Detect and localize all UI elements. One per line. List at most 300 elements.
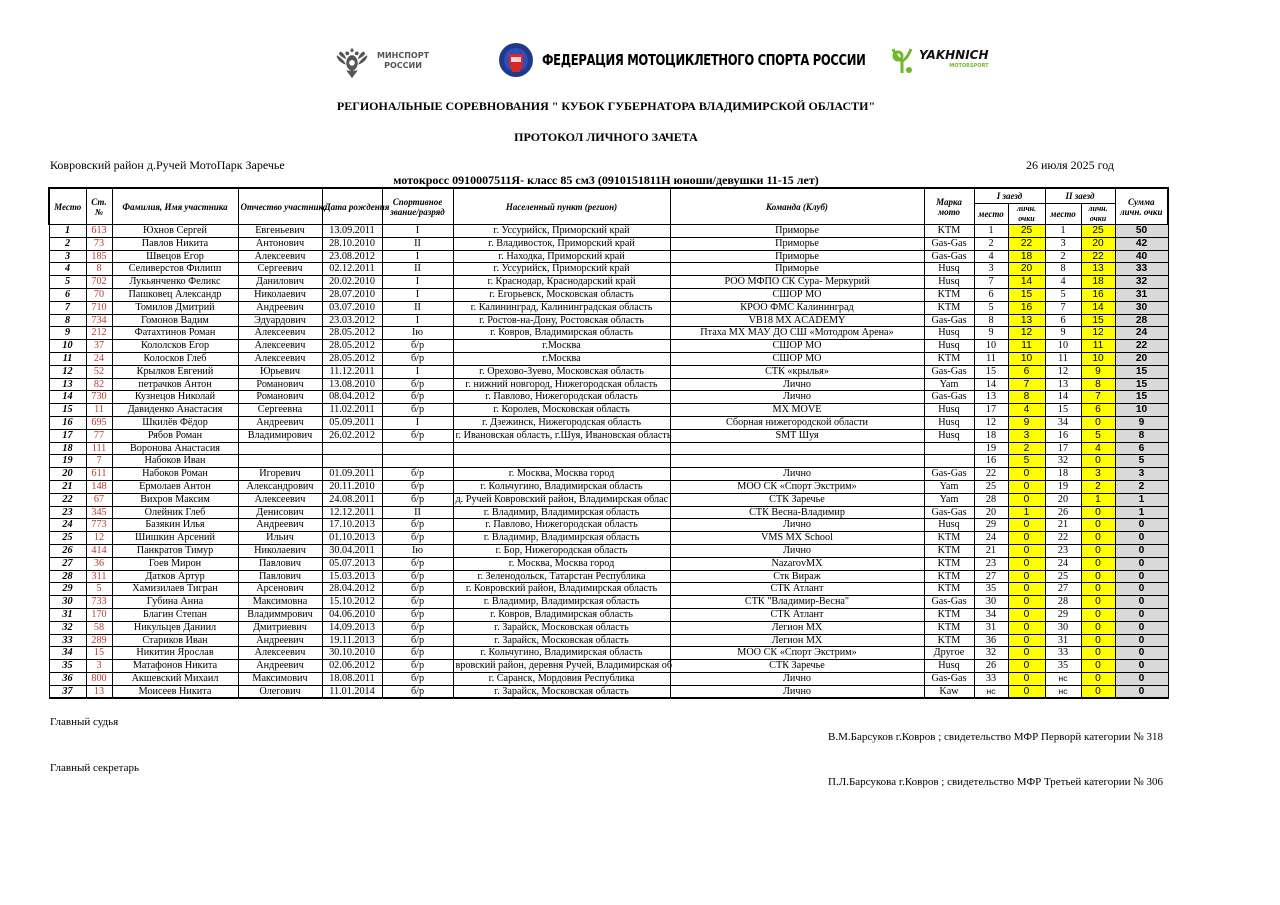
cell-birth: 30.10.2010 — [322, 647, 382, 660]
cell-race1-points: 0 — [1008, 660, 1045, 673]
cell-race2-place: 3 — [1045, 237, 1081, 250]
cell-patronymic: Андреевич — [238, 519, 322, 532]
cell-place: 20 — [49, 468, 86, 481]
cell-rank: Iю — [382, 544, 453, 557]
cell-race2-place: 27 — [1045, 583, 1081, 596]
cell-race2-points: 0 — [1081, 634, 1115, 647]
judge-label: Главный судья — [50, 716, 119, 728]
cell-race1-place: 2 — [974, 237, 1008, 250]
cell-team: VMS MX School — [670, 532, 924, 545]
cell-moto: Husq — [924, 519, 974, 532]
cell-place: 12 — [49, 365, 86, 378]
cell-birth: 26.02.2012 — [322, 429, 382, 442]
table-row — [49, 314, 1168, 327]
cell-place: 17 — [49, 429, 86, 442]
results-table — [48, 187, 1169, 699]
cell-patronymic: Андреевич — [238, 301, 322, 314]
cell-race2-points: 2 — [1081, 480, 1115, 493]
cell-place: 2 — [49, 237, 86, 250]
cell-rank: I — [382, 365, 453, 378]
cell-place: 33 — [49, 634, 86, 647]
table-row — [49, 455, 1168, 468]
cell-race1-place: 36 — [974, 634, 1008, 647]
cell-name: Олейник Глеб — [112, 506, 238, 519]
cell-race1-place: 26 — [974, 660, 1008, 673]
cell-race2-place: 26 — [1045, 506, 1081, 519]
cell-patronymic: Арсенович — [238, 583, 322, 596]
yakhnich-logo-icon — [889, 46, 915, 76]
cell-place: 13 — [49, 378, 86, 391]
table-row — [49, 340, 1168, 353]
table-row — [49, 468, 1168, 481]
cell-place: 18 — [49, 442, 86, 455]
cell-rank: II — [382, 506, 453, 519]
table-row — [49, 557, 1168, 570]
cell-city: вровский район, деревня Ручей, Владимирская об — [453, 660, 670, 673]
cell-city: г. Краснодар, Краснодарский край — [453, 276, 670, 289]
cell-place: 26 — [49, 544, 86, 557]
cell-place: 24 — [49, 519, 86, 532]
cell-rank: б/р — [382, 634, 453, 647]
cell-race2-place: нс — [1045, 685, 1081, 698]
table-row — [49, 301, 1168, 314]
sponsor-logo — [889, 46, 989, 76]
cell-race2-place: 21 — [1045, 519, 1081, 532]
cell-moto: KTM — [924, 301, 974, 314]
cell-race2-points: 18 — [1081, 276, 1115, 289]
cell-name: Давиденко Анастасия — [112, 404, 238, 417]
cell-place: 27 — [49, 557, 86, 570]
cell-number: 800 — [86, 672, 112, 685]
table-row — [49, 250, 1168, 263]
cell-team: СТК Весна-Владимир — [670, 506, 924, 519]
table-row — [49, 532, 1168, 545]
cell-team: СТК "Владимир-Весна" — [670, 596, 924, 609]
cell-number: 11 — [86, 404, 112, 417]
cell-number: 345 — [86, 506, 112, 519]
cell-race2-place: 14 — [1045, 391, 1081, 404]
cell-rank: I — [382, 314, 453, 327]
cell-number: 289 — [86, 634, 112, 647]
cell-race1-points: 3 — [1008, 429, 1045, 442]
cell-number: 70 — [86, 288, 112, 301]
cell-race1-place: 3 — [974, 263, 1008, 276]
cell-birth: 01.09.2011 — [322, 468, 382, 481]
cell-race1-points: 1 — [1008, 506, 1045, 519]
cell-place: 30 — [49, 596, 86, 609]
cell-race1-points: 0 — [1008, 557, 1045, 570]
cell-race1-points: 6 — [1008, 365, 1045, 378]
cell-race1-place: 34 — [974, 608, 1008, 621]
cell-birth: 02.12.2011 — [322, 263, 382, 276]
cell-race2-points: 5 — [1081, 429, 1115, 442]
cell-team — [670, 442, 924, 455]
cell-rank: II — [382, 301, 453, 314]
cell-moto: Gas-Gas — [924, 672, 974, 685]
col-race2: II заезд — [1045, 188, 1115, 204]
cell-rank — [382, 442, 453, 455]
cell-race2-place: 2 — [1045, 250, 1081, 263]
cell-patronymic: Алексеевич — [238, 250, 322, 263]
cell-team: Легион MX — [670, 621, 924, 634]
cell-patronymic: Ильич — [238, 532, 322, 545]
cell-birth: 19.11.2013 — [322, 634, 382, 647]
cell-race1-points: 12 — [1008, 327, 1045, 340]
cell-race2-points: 0 — [1081, 672, 1115, 685]
cell-moto: Kaw — [924, 685, 974, 698]
table-row — [49, 480, 1168, 493]
cell-rank: б/р — [382, 532, 453, 545]
cell-team: СШОР МО — [670, 288, 924, 301]
cell-moto: KTM — [924, 288, 974, 301]
cell-race1-place: 11 — [974, 352, 1008, 365]
cell-patronymic: Сергеевич — [238, 263, 322, 276]
cell-patronymic: Алексеевич — [238, 340, 322, 353]
cell-birth: 15.03.2013 — [322, 570, 382, 583]
cell-moto — [924, 455, 974, 468]
cell-team: СТК Заречье — [670, 660, 924, 673]
col-moto: Марка мото — [924, 188, 974, 225]
table-row — [49, 493, 1168, 506]
cell-moto: Yam — [924, 480, 974, 493]
cell-race1-points: 0 — [1008, 468, 1045, 481]
cell-rank: б/р — [382, 660, 453, 673]
cell-birth: 02.06.2012 — [322, 660, 382, 673]
cell-place: 32 — [49, 621, 86, 634]
cell-number: 414 — [86, 544, 112, 557]
cell-number: 702 — [86, 276, 112, 289]
col-place: Место — [49, 188, 86, 225]
cell-birth: 28.05.2012 — [322, 340, 382, 353]
cell-race1-points: 0 — [1008, 596, 1045, 609]
cell-place: 9 — [49, 327, 86, 340]
cell-name: Павлов Никита — [112, 237, 238, 250]
cell-sum: 0 — [1115, 570, 1168, 583]
cell-number: 52 — [86, 365, 112, 378]
table-row — [49, 634, 1168, 647]
cell-race2-place: 11 — [1045, 352, 1081, 365]
cell-team: Стк Вираж — [670, 570, 924, 583]
cell-city: г. Находка, Приморский край — [453, 250, 670, 263]
cell-city: г. Владивосток, Приморский край — [453, 237, 670, 250]
cell-rank: б/р — [382, 519, 453, 532]
cell-race1-points: 22 — [1008, 237, 1045, 250]
cell-team: Лично — [670, 391, 924, 404]
cell-city: г. Кольчугино, Владимирская область — [453, 480, 670, 493]
cell-place: 14 — [49, 391, 86, 404]
cell-race1-place: 22 — [974, 468, 1008, 481]
cell-city: г. Владимир, Владимирская область — [453, 506, 670, 519]
cell-race1-place: 14 — [974, 378, 1008, 391]
cell-sum: 31 — [1115, 288, 1168, 301]
cell-name: Вихров Максим — [112, 493, 238, 506]
cell-patronymic: Игоревич — [238, 468, 322, 481]
table-row — [49, 352, 1168, 365]
cell-moto: Gas-Gas — [924, 391, 974, 404]
cell-name: Никульцев Даниил — [112, 621, 238, 634]
cell-rank: б/р — [382, 404, 453, 417]
cell-race2-place: 16 — [1045, 429, 1081, 442]
cell-city: г. нижний новгород, Нижегородская область — [453, 378, 670, 391]
cell-race1-points: 0 — [1008, 685, 1045, 698]
cell-place: 37 — [49, 685, 86, 698]
cell-race2-points: 12 — [1081, 327, 1115, 340]
cell-birth: 14.09.2013 — [322, 621, 382, 634]
cell-team: SMT Шуя — [670, 429, 924, 442]
cell-number: 13 — [86, 685, 112, 698]
cell-sum: 10 — [1115, 404, 1168, 417]
cell-number: 710 — [86, 301, 112, 314]
cell-race1-points: 20 — [1008, 263, 1045, 276]
cell-name: Крылков Евгений — [112, 365, 238, 378]
cell-city: г. Уссурийск, Приморский край — [453, 225, 670, 238]
cell-sum: 6 — [1115, 442, 1168, 455]
cell-moto: KTM — [924, 570, 974, 583]
cell-rank — [382, 455, 453, 468]
table-row — [49, 237, 1168, 250]
cell-name: Томилов Дмитрий — [112, 301, 238, 314]
cell-place: 21 — [49, 480, 86, 493]
cell-patronymic: Николаевич — [238, 288, 322, 301]
cell-race2-place: 18 — [1045, 468, 1081, 481]
cell-rank: б/р — [382, 596, 453, 609]
cell-city: г. Владимир, Владимирская область — [453, 596, 670, 609]
cell-race1-place: 15 — [974, 365, 1008, 378]
cell-moto: Gas-Gas — [924, 468, 974, 481]
cell-sum: 9 — [1115, 416, 1168, 429]
cell-race2-points: 0 — [1081, 647, 1115, 660]
cell-patronymic: Сергеевна — [238, 404, 322, 417]
cell-name: петрачков Антон — [112, 378, 238, 391]
cell-city: г. Королев, Московская область — [453, 404, 670, 417]
cell-race2-place: 12 — [1045, 365, 1081, 378]
cell-race1-points: 0 — [1008, 608, 1045, 621]
cell-birth: 23.03.2012 — [322, 314, 382, 327]
table-row — [49, 506, 1168, 519]
cell-patronymic: Максимовна — [238, 596, 322, 609]
cell-number: 36 — [86, 557, 112, 570]
cell-team: МОО СК «Спорт Экстрим» — [670, 480, 924, 493]
cell-rank: б/р — [382, 557, 453, 570]
cell-race1-points: 0 — [1008, 583, 1045, 596]
cell-number: 170 — [86, 608, 112, 621]
cell-name: Моисеев Никита — [112, 685, 238, 698]
cell-birth: 15.10.2012 — [322, 596, 382, 609]
cell-race2-points: 3 — [1081, 468, 1115, 481]
cell-moto: Gas-Gas — [924, 250, 974, 263]
cell-race2-points: 22 — [1081, 250, 1115, 263]
cell-number: 111 — [86, 442, 112, 455]
cell-birth: 28.04.2012 — [322, 583, 382, 596]
cell-rank: б/р — [382, 340, 453, 353]
cell-rank: I — [382, 416, 453, 429]
cell-name: Лукьянченко Феликс — [112, 276, 238, 289]
cell-number: 73 — [86, 237, 112, 250]
results-body — [49, 225, 1168, 699]
cell-name: Шишкин Арсений — [112, 532, 238, 545]
cell-team: СТК «крылья» — [670, 365, 924, 378]
cell-rank: б/р — [382, 480, 453, 493]
cell-city: г. Зарайск, Московская область — [453, 634, 670, 647]
table-row — [49, 225, 1168, 238]
table-row — [49, 391, 1168, 404]
cell-race2-place: 31 — [1045, 634, 1081, 647]
cell-rank: б/р — [382, 621, 453, 634]
cell-race1-place: 27 — [974, 570, 1008, 583]
table-row — [49, 429, 1168, 442]
cell-place: 31 — [49, 608, 86, 621]
cell-race2-place: 19 — [1045, 480, 1081, 493]
cell-race2-place: 20 — [1045, 493, 1081, 506]
cell-moto: KTM — [924, 634, 974, 647]
cell-patronymic: Алексеевич — [238, 352, 322, 365]
cell-moto: KTM — [924, 532, 974, 545]
cell-race1-points: 0 — [1008, 570, 1045, 583]
cell-city: г. Калининград, Калининградская область — [453, 301, 670, 314]
cell-race2-points: 7 — [1081, 391, 1115, 404]
minsport-logo — [333, 42, 429, 80]
cell-name: Губина Анна — [112, 596, 238, 609]
cell-name: Набоков Иван — [112, 455, 238, 468]
cell-city: г. Бор, Нижегородская область — [453, 544, 670, 557]
secretary-value: П.Л.Барсукова г.Ковров ; свидетельство МФР Третьей категории № 306 — [828, 776, 1163, 788]
sponsor-name: YAKHNICH — [919, 48, 989, 62]
cell-race1-place: 16 — [974, 455, 1008, 468]
cell-race2-place: 13 — [1045, 378, 1081, 391]
cell-name: Хамизилаев Тигран — [112, 583, 238, 596]
cell-race1-points: 0 — [1008, 621, 1045, 634]
cell-rank: I — [382, 225, 453, 238]
table-row — [49, 621, 1168, 634]
table-row — [49, 596, 1168, 609]
cell-race1-place: 17 — [974, 404, 1008, 417]
cell-race2-place: 34 — [1045, 416, 1081, 429]
cell-race2-points: 0 — [1081, 532, 1115, 545]
cell-team: Сборная нижегородской области — [670, 416, 924, 429]
cell-race2-place: 10 — [1045, 340, 1081, 353]
col-race1-place: место — [974, 204, 1008, 225]
table-row — [49, 570, 1168, 583]
table-row — [49, 276, 1168, 289]
cell-team: СШОР МО — [670, 352, 924, 365]
cell-sum: 40 — [1115, 250, 1168, 263]
cell-race2-place: 33 — [1045, 647, 1081, 660]
col-team: Команда (Клуб) — [670, 188, 924, 225]
cell-birth: 18.08.2011 — [322, 672, 382, 685]
cell-birth: 05.09.2011 — [322, 416, 382, 429]
cell-number: 15 — [86, 647, 112, 660]
cell-place: 11 — [49, 352, 86, 365]
cell-moto: Yam — [924, 493, 974, 506]
cell-race2-place: 6 — [1045, 314, 1081, 327]
cell-rank: II — [382, 237, 453, 250]
cell-number: 148 — [86, 480, 112, 493]
cell-moto: Другое — [924, 647, 974, 660]
cell-rank: II — [382, 263, 453, 276]
table-row — [49, 416, 1168, 429]
cell-name: Гомонов Вадим — [112, 314, 238, 327]
cell-moto: Husq — [924, 340, 974, 353]
cell-race2-points: 0 — [1081, 608, 1115, 621]
cell-race2-place: 8 — [1045, 263, 1081, 276]
cell-race2-points: 9 — [1081, 365, 1115, 378]
cell-race1-place: 5 — [974, 301, 1008, 314]
cell-patronymic: Владимирович — [238, 429, 322, 442]
cell-number: 24 — [86, 352, 112, 365]
cell-moto: Yam — [924, 378, 974, 391]
cell-place: 4 — [49, 263, 86, 276]
table-row — [49, 263, 1168, 276]
cell-city: г.Москва — [453, 340, 670, 353]
cell-birth: 11.01.2014 — [322, 685, 382, 698]
cell-race2-points: 20 — [1081, 237, 1115, 250]
cell-team: СТК Заречье — [670, 493, 924, 506]
cell-moto: Husq — [924, 404, 974, 417]
cell-number: 212 — [86, 327, 112, 340]
cell-team: Лично — [670, 544, 924, 557]
cell-team: Приморье — [670, 225, 924, 238]
cell-sum: 28 — [1115, 314, 1168, 327]
cell-race2-points: 15 — [1081, 314, 1115, 327]
cell-sum: 0 — [1115, 557, 1168, 570]
cell-patronymic: Павлович — [238, 570, 322, 583]
cell-sum: 1 — [1115, 506, 1168, 519]
cell-rank: б/р — [382, 493, 453, 506]
cell-race1-points: 16 — [1008, 301, 1045, 314]
cell-number: 3 — [86, 660, 112, 673]
cell-sum: 0 — [1115, 583, 1168, 596]
cell-birth: 11.02.2011 — [322, 404, 382, 417]
cell-race1-place: 30 — [974, 596, 1008, 609]
cell-patronymic: Александрович — [238, 480, 322, 493]
cell-birth: 13.09.2011 — [322, 225, 382, 238]
cell-team: СТК Атлант — [670, 583, 924, 596]
cell-race1-place: 35 — [974, 583, 1008, 596]
cell-city: г. Ковров, Владимирская область — [453, 608, 670, 621]
table-row — [49, 583, 1168, 596]
cell-birth: 24.08.2011 — [322, 493, 382, 506]
cell-race1-points: 0 — [1008, 519, 1045, 532]
cell-place: 28 — [49, 570, 86, 583]
cell-rank: I — [382, 288, 453, 301]
cell-number: 185 — [86, 250, 112, 263]
cell-city: г. Кольчугино, Владимирская область — [453, 647, 670, 660]
cell-race2-points: 0 — [1081, 621, 1115, 634]
cell-race1-points: 18 — [1008, 250, 1045, 263]
cell-race1-points: 7 — [1008, 378, 1045, 391]
cell-sum: 42 — [1115, 237, 1168, 250]
cell-race2-points: 11 — [1081, 340, 1115, 353]
cell-race1-points: 5 — [1008, 455, 1045, 468]
cell-city: г. Зарайск, Московская область — [453, 621, 670, 634]
event-date: 26 июля 2025 год — [1026, 158, 1114, 172]
cell-name: Колосков Глеб — [112, 352, 238, 365]
cell-sum: 15 — [1115, 391, 1168, 404]
secretary-label: Главный секретарь — [50, 762, 139, 774]
cell-place: 6 — [49, 288, 86, 301]
cell-patronymic: Дмитриевич — [238, 621, 322, 634]
cell-birth: 17.10.2013 — [322, 519, 382, 532]
cell-moto: Husq — [924, 327, 974, 340]
cell-moto: KTM — [924, 608, 974, 621]
logos-bar — [0, 40, 1280, 84]
cell-birth: 28.07.2010 — [322, 288, 382, 301]
cell-patronymic: Романович — [238, 378, 322, 391]
cell-place: 1 — [49, 225, 86, 238]
cell-race2-place: 32 — [1045, 455, 1081, 468]
cell-race1-place: 23 — [974, 557, 1008, 570]
cell-race2-points: 8 — [1081, 378, 1115, 391]
